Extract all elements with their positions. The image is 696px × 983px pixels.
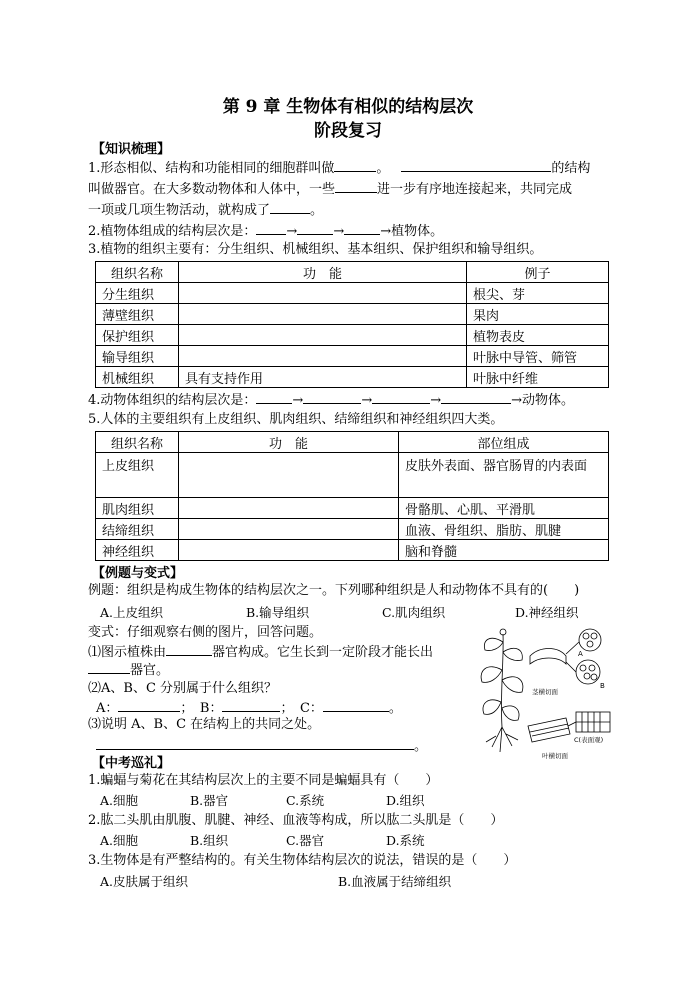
table-header: 例子	[467, 262, 609, 283]
table-header: 部位组成	[399, 432, 609, 453]
table-cell: 骨骼肌、心肌、平滑肌	[399, 498, 609, 519]
table-cell-blank[interactable]	[179, 519, 399, 540]
example-option-d[interactable]: D.神经组织	[515, 605, 579, 620]
table-cell: 分生组织	[96, 283, 179, 304]
table-cell: 叶脉中导管、筛管	[467, 346, 609, 367]
human-tissue-table	[95, 431, 609, 561]
knowledge-q3: 3.植物的组织主要有：分生组织、机械组织、基本组织、保护组织和输导组织。	[88, 242, 543, 257]
plant-leaf	[502, 706, 519, 720]
blank[interactable]	[334, 158, 376, 172]
blank[interactable]	[166, 642, 212, 656]
tissue-a-cells	[579, 629, 601, 651]
table-cell-blank[interactable]	[179, 346, 467, 367]
exam-q2: 2.肱二头肌由肌腹、肌腱、神经、血液等构成，所以肱二头肌是（ ）	[88, 813, 504, 828]
variant-q3-answer: 。	[96, 736, 427, 756]
blank[interactable]	[118, 698, 180, 712]
knowledge-q5: 5.人体的主要组织有上皮组织、肌肉组织、结缔组织和神经组织四大类。	[88, 412, 504, 427]
table-cell-blank[interactable]	[179, 540, 399, 561]
table-cell: 血液、骨组织、脂肪、肌腱	[399, 519, 609, 540]
table-cell: 保护组织	[96, 325, 179, 346]
table-header: 功 能	[179, 262, 467, 283]
section-knowledge: 【知识梳理】	[92, 142, 171, 157]
page-subtitle: 阶段复习	[314, 121, 382, 141]
table-row	[96, 283, 609, 304]
table-cell: 肌肉组织	[96, 498, 179, 519]
blank[interactable]	[335, 179, 377, 193]
blank[interactable]	[270, 200, 310, 214]
table-cell-blank[interactable]	[179, 283, 467, 304]
variant-q3: ⑶说明 A、B、C 在结构上的共同之处。	[88, 717, 321, 732]
exam-q2-option-a[interactable]: A.细胞	[100, 833, 139, 848]
example-variant: 变式：仔细观察右侧的图片，回答问题。	[88, 625, 323, 640]
variant-q1-line2: 器官。	[88, 660, 169, 680]
exam-q2-option-c[interactable]: C.器官	[286, 833, 325, 848]
exam-q1-option-b[interactable]: B.器官	[190, 793, 229, 808]
knowledge-q1-line3: 一项或几项生物活动，就构成了 。	[88, 200, 323, 220]
table-cell: 神经组织	[96, 540, 179, 561]
plant-leaf	[502, 677, 523, 693]
table-header: 组织名称	[96, 262, 179, 283]
figure-label-a: A	[578, 650, 583, 658]
table-row	[96, 498, 609, 519]
blank[interactable]	[303, 390, 361, 404]
exam-q3-option-a[interactable]: A.皮肤属于组织	[100, 874, 189, 889]
table-row	[96, 519, 609, 540]
exam-q1-option-c[interactable]: C.系统	[286, 793, 325, 808]
table-cell-blank[interactable]	[179, 325, 467, 346]
table-cell-blank[interactable]	[179, 304, 467, 325]
page-title: 第 9 章 生物体有相似的结构层次	[222, 97, 474, 117]
table-cell: 结缔组织	[96, 519, 179, 540]
table-row	[96, 346, 609, 367]
exam-q3: 3.生物体是有严整结构的。有关生物体结构层次的说法，错误的是（ ）	[88, 853, 517, 868]
section-exam: 【中考巡礼】	[92, 756, 171, 771]
figure-label-b: B	[600, 682, 605, 690]
example-option-a[interactable]: A.上皮组织	[100, 605, 164, 620]
table-row	[96, 540, 609, 561]
blank[interactable]	[88, 660, 130, 674]
example-option-c[interactable]: C.肌肉组织	[382, 605, 446, 620]
section-examples: 【例题与变式】	[92, 566, 184, 581]
exam-q2-option-b[interactable]: B.组织	[190, 833, 229, 848]
tissue-b-cells	[576, 660, 600, 684]
table-cell: 皮肤外表面、器官肠胃的内表面	[399, 453, 609, 498]
plant-tissue-table	[95, 261, 609, 388]
exam-q1-option-a[interactable]: A.细胞	[100, 793, 139, 808]
table-header: 组织名称	[96, 432, 179, 453]
blank[interactable]	[256, 221, 286, 235]
table-header-row	[96, 432, 609, 453]
blank[interactable]	[297, 221, 333, 235]
table-cell: 具有支持作用	[179, 367, 467, 388]
figure-label-stem: 茎横切面	[532, 688, 558, 696]
exam-q1-option-d[interactable]: D.组织	[386, 793, 425, 808]
variant-q1-line1: ⑴图示植株由 器官构成。它生长到一定阶段才能长出	[88, 642, 433, 662]
figure-label-leaf: 叶横切面	[542, 752, 568, 760]
blank[interactable]	[344, 221, 380, 235]
stem-section	[530, 649, 566, 665]
table-cell: 根尖、芽	[467, 283, 609, 304]
knowledge-q1-line1: 1.形态相似、结构和功能相同的细胞群叫做 。 的结构	[88, 158, 590, 178]
example-question: 例题：组织是构成生物体的结构层次之一。下列哪种组织是人和动物体不具有的( )	[88, 583, 580, 598]
knowledge-q1-line2: 叫做器官。在大多数动物体和人体中，一些 进一步有序地连接起来，共同完成	[88, 179, 572, 199]
table-cell-blank[interactable]	[179, 453, 399, 498]
plant-leaf	[483, 700, 501, 714]
plant-leaf	[484, 638, 503, 650]
exam-q3-option-b[interactable]: B.血液属于结缔组织	[338, 874, 452, 889]
table-header-row	[96, 262, 609, 283]
example-option-b[interactable]: B.输导组织	[246, 605, 310, 620]
table-cell: 果肉	[467, 304, 609, 325]
table-row	[96, 304, 609, 325]
blank[interactable]	[96, 736, 414, 750]
table-row	[96, 325, 609, 346]
table-header: 功 能	[179, 432, 399, 453]
table-cell: 输导组织	[96, 346, 179, 367]
plant-leaf	[503, 648, 522, 660]
knowledge-q4: 4.动物体组织的结构层次是： → → → →动物体。	[88, 390, 574, 410]
blank[interactable]	[323, 698, 389, 712]
table-cell: 上皮组织	[96, 453, 179, 498]
table-cell: 薄壁组织	[96, 304, 179, 325]
table-cell: 机械组织	[96, 367, 179, 388]
variant-q2: ⑵A、B、C 分别属于什么组织？	[88, 681, 278, 696]
blank[interactable]	[372, 390, 430, 404]
exam-q2-option-d[interactable]: D.系统	[386, 833, 425, 848]
plant-roots	[486, 727, 518, 752]
figure-label-c: C(表面观)	[574, 736, 604, 744]
plant-leaf	[481, 667, 502, 683]
table-row	[96, 367, 609, 388]
table-cell-blank[interactable]	[179, 498, 399, 519]
table-cell: 叶脉中纤维	[467, 367, 609, 388]
exam-q1: 1.蝙蝠与菊花在其结构层次上的主要不同是蝙蝠具有（ ）	[88, 773, 439, 788]
knowledge-q2: 2.植物体组成的结构层次是： → → →植物体。	[88, 221, 443, 241]
table-row	[96, 453, 609, 498]
table-cell: 植物表皮	[467, 325, 609, 346]
blank[interactable]	[401, 158, 551, 172]
variant-q2-answers: A： ； B： ； C： 。	[96, 698, 402, 718]
plant-figure	[470, 622, 620, 772]
blank[interactable]	[222, 698, 280, 712]
blank[interactable]	[256, 390, 292, 404]
leaf-section	[528, 718, 570, 742]
blank[interactable]	[441, 390, 511, 404]
table-cell: 脑和脊髓	[399, 540, 609, 561]
